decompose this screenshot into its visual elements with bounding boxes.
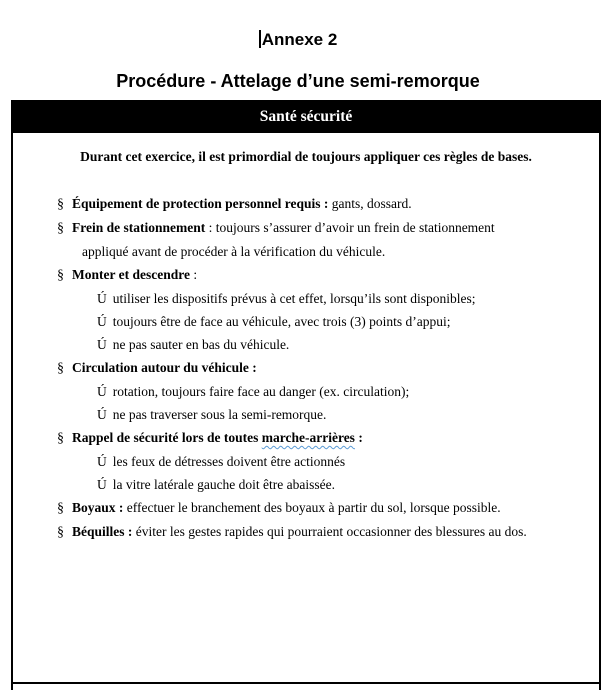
table-header-row[interactable]: [13, 100, 599, 133]
list-item-circulation[interactable]: [13, 356, 599, 380]
item-lead: Monter et descendre: [72, 267, 190, 282]
section-marker-icon: §: [57, 268, 64, 283]
procedure-title[interactable]: [0, 70, 596, 92]
bullet-item[interactable]: [13, 310, 599, 333]
bullet-text: ne pas sauter en bas du véhicule.: [112, 337, 290, 352]
item-lead: Béquilles :: [72, 524, 133, 539]
item-rest: éviter les gestes rapides qui pourraient occasionner des blessures au dos.: [132, 524, 527, 539]
bullet-marker-icon: Ú: [97, 314, 107, 329]
item-lead-after: :: [354, 430, 363, 445]
section-marker-icon: §: [57, 501, 64, 516]
bullet-marker-icon: Ú: [97, 337, 107, 352]
item-lead: Équipement de protection personnel requis :: [72, 196, 329, 211]
list-item-rappel[interactable]: [13, 426, 599, 450]
item-rest: gants, dossard.: [328, 196, 412, 211]
section-marker-icon: §: [57, 525, 64, 540]
list-item-equipement[interactable]: [13, 192, 599, 216]
item-lead: Frein de stationnement: [72, 220, 206, 235]
table-next-row: [13, 684, 599, 690]
text-cursor: [259, 30, 261, 48]
item-lead: Rappel de sécurité lors de toutes: [72, 430, 262, 445]
table-body-cell[interactable]: [13, 133, 599, 684]
bullet-item[interactable]: [13, 333, 599, 356]
bullet-marker-icon: Ú: [97, 384, 107, 399]
section-marker-icon: §: [57, 431, 64, 446]
list-item-boyaux[interactable]: [13, 496, 599, 520]
bullet-text: rotation, toujours faire face au danger (ex. circulation);: [112, 384, 410, 399]
bullet-item[interactable]: [13, 380, 599, 403]
bullet-text: les feux de détresses doivent être actionnés: [112, 454, 346, 469]
bullet-text: la vitre latérale gauche doit être abaissée.: [112, 477, 336, 492]
item-lead: Boyaux :: [72, 500, 124, 515]
annex-title[interactable]: [0, 0, 596, 50]
item-rest: effectuer le branchement des boyaux à partir du sol, lorsque possible.: [123, 500, 501, 515]
section-marker-icon: §: [57, 361, 64, 376]
bullet-item[interactable]: [13, 450, 599, 473]
document-titles: [0, 0, 596, 92]
item-rest: : toujours s’assurer d’avoir un frein de stationnement: [205, 220, 495, 235]
intro-paragraph: Durant cet exercice, il est primordial de toujours appliquer ces règles de bases.: [80, 149, 532, 164]
bullet-marker-icon: Ú: [97, 477, 107, 492]
procedure-title-text: Procédure - Attelage d’une semi-remorque: [116, 71, 480, 91]
table-header-text: Santé sécurité: [259, 108, 353, 125]
bullet-item[interactable]: [13, 473, 599, 496]
bullet-text: toujours être de face au véhicule, avec trois (3) points d’appui;: [112, 314, 451, 329]
bullet-text: utiliser les dispositifs prévus à cet effet, lorsqu’ils sont disponibles;: [112, 291, 476, 306]
list-item-monter[interactable]: [13, 263, 599, 287]
bullet-text: ne pas traverser sous la semi-remorque.: [112, 407, 327, 422]
safety-table: [11, 100, 601, 690]
item-rest: :: [189, 267, 198, 282]
bullet-item[interactable]: [13, 287, 599, 310]
bullet-marker-icon: Ú: [97, 454, 107, 469]
bullet-item[interactable]: [13, 403, 599, 426]
item-lead: Circulation autour du véhicule :: [72, 360, 257, 375]
section-marker-icon: §: [57, 197, 64, 212]
section-marker-icon: §: [57, 221, 64, 236]
bullet-marker-icon: Ú: [97, 291, 107, 306]
item-rest-line2: appliqué avant de procéder à la vérification du véhicule.: [82, 244, 386, 259]
bullet-marker-icon: Ú: [97, 407, 107, 422]
list-item-bequilles[interactable]: [13, 520, 599, 544]
spellcheck-flagged-word[interactable]: marche-arrières: [261, 430, 355, 445]
annex-title-text: Annexe 2: [261, 30, 338, 49]
list-item-frein[interactable]: [13, 216, 599, 263]
